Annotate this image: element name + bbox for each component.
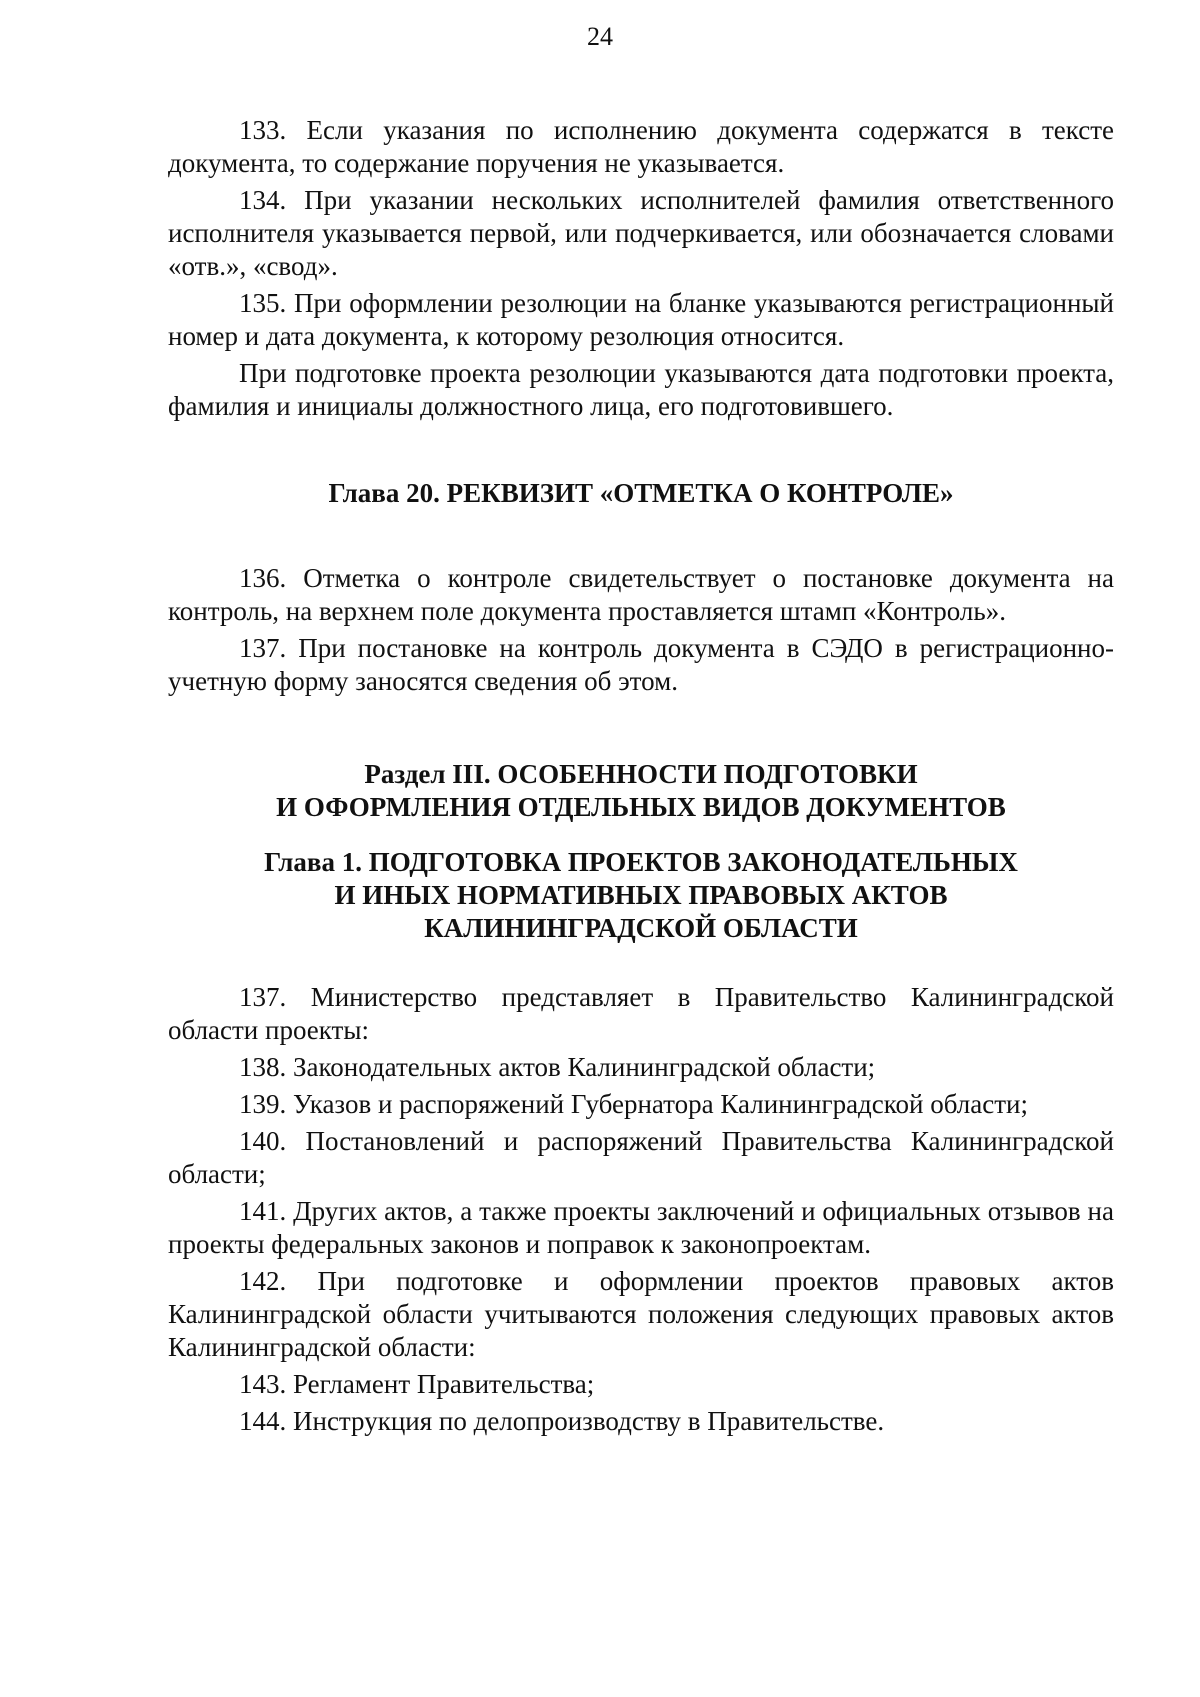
paragraph-135: 135. При оформлении резолюции на бланке указываются регистрационный номер и дата документа, к которому резолюция относится. bbox=[168, 288, 1114, 351]
section-3-heading bbox=[168, 758, 1114, 824]
chapter-1-heading bbox=[168, 846, 1114, 945]
section-3-line-1: Раздел III. ОСОБЕННОСТИ ПОДГОТОВКИ bbox=[364, 759, 918, 789]
paragraph-141: 141. Других актов, а также проекты заключений и официальных отзывов на проекты федеральных законов и поправок к законопроектам. bbox=[168, 1196, 1114, 1259]
chapter-20-heading bbox=[168, 477, 1114, 510]
page-number: 24 bbox=[587, 22, 613, 51]
paragraph-134: 134. При указании нескольких исполнителей фамилия ответственного исполнителя указывается первой, или подчеркивается, или обозначается словами «отв.», «свод». bbox=[168, 185, 1114, 281]
paragraph-136: 136. Отметка о контроле свидетельствует о постановке документа на контроль, на верхнем поле документа проставляется штамп «Контроль». bbox=[168, 563, 1114, 626]
paragraph-139: 139. Указов и распоряжений Губернатора Калининградской области; bbox=[239, 1089, 1028, 1119]
paragraph-137-ministry: 137. Министерство представляет в Правительство Калининградской области проекты: bbox=[168, 982, 1114, 1045]
section-3-line-2: И ОФОРМЛЕНИЯ ОТДЕЛЬНЫХ ВИДОВ ДОКУМЕНТОВ bbox=[276, 792, 1006, 822]
paragraph-143: 143. Регламент Правительства; bbox=[239, 1369, 595, 1399]
paragraph-144: 144. Инструкция по делопроизводству в Правительстве. bbox=[239, 1406, 885, 1436]
chapter-20-title: Глава 20. РЕКВИЗИТ «ОТМЕТКА О КОНТРОЛЕ» bbox=[328, 478, 954, 508]
paragraph-137-control: 137. При постановке на контроль документа в СЭДО в регистрационно-учетную форму заносятся сведения об этом. bbox=[168, 633, 1114, 696]
paragraph-140: 140. Постановлений и распоряжений Правительства Калининградской области; bbox=[168, 1126, 1114, 1189]
chapter-1-line-1: Глава 1. ПОДГОТОВКА ПРОЕКТОВ ЗАКОНОДАТЕЛЬНЫХ bbox=[264, 847, 1018, 877]
paragraph-133: 133. Если указания по исполнению документа содержатся в тексте документа, то содержание поручения не указывается. bbox=[168, 115, 1114, 178]
chapter-1-line-3: КАЛИНИНГРАДСКОЙ ОБЛАСТИ bbox=[424, 913, 858, 943]
paragraph-135-continuation: При подготовке проекта резолюции указываются дата подготовки проекта, фамилия и инициалы должностного лица, его подготовившего. bbox=[168, 358, 1114, 421]
chapter-1-line-2: И ИНЫХ НОРМАТИВНЫХ ПРАВОВЫХ АКТОВ bbox=[334, 880, 948, 910]
document-body bbox=[168, 114, 1114, 1442]
paragraph-138: 138. Законодательных актов Калининградской области; bbox=[239, 1052, 876, 1082]
paragraph-142: 142. При подготовке и оформлении проектов правовых актов Калининградской области учитываются положения следующих правовых актов Калининградской области: bbox=[168, 1266, 1114, 1362]
